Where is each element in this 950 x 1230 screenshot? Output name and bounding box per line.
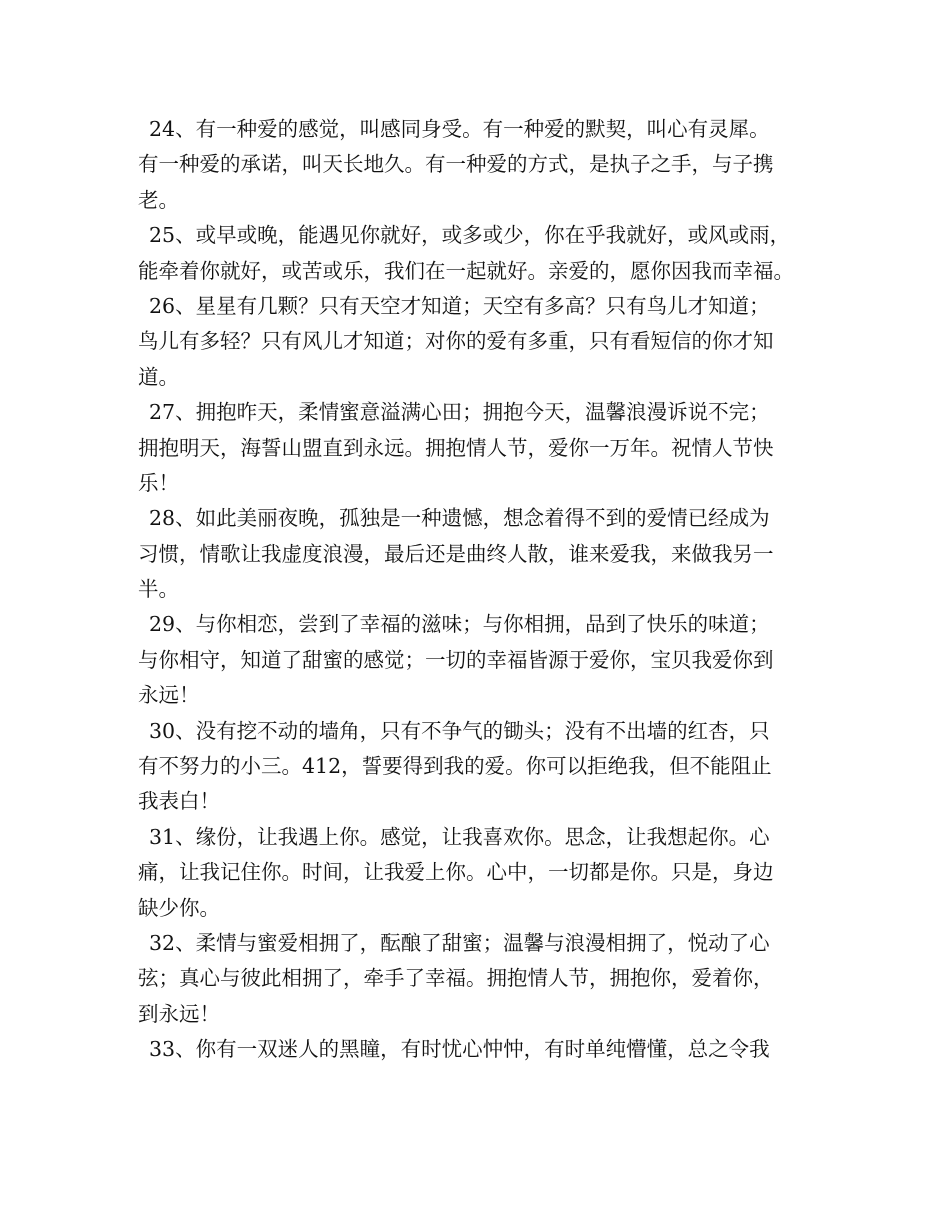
text-line: 永远！	[138, 683, 200, 708]
text-line: 27、拥抱昨天，柔情蜜意溢满心田；拥抱今天，温馨浪漫诉说不完；	[149, 400, 770, 425]
text-line: 拥抱明天，海誓山盟直到永远。拥抱情人节，爱你一万年。祝情人节快	[138, 435, 774, 460]
text-line: 26、星星有几颗？只有天空才知道；天空有多高？只有鸟儿才知道；	[149, 293, 770, 318]
text-line: 弦；真心与彼此相拥了，牵手了幸福。拥抱情人节，拥抱你，爱着你，	[138, 966, 774, 991]
text-line: 29、与你相恋，尝到了幸福的滋味；与你相拥，品到了快乐的味道；	[149, 612, 770, 637]
text-line: 与你相守，知道了甜蜜的感觉；一切的幸福皆源于爱你，宝贝我爱你到	[138, 647, 774, 672]
text-line: 28、如此美丽夜晚，孤独是一种遗憾，想念着得不到的爱情已经成为	[149, 506, 770, 531]
text-line: 乐！	[138, 470, 179, 495]
text-line: 33、你有一双迷人的黑瞳，有时忧心忡忡，有时单纯懵懂，总之令我	[149, 1037, 770, 1062]
text-line: 有不努力的小三。412，誓要得到我的爱。你可以拒绝我，但不能阻止	[138, 754, 772, 779]
text-line: 30、没有挖不动的墙角，只有不争气的锄头；没有不出墙的红杏，只	[149, 718, 770, 743]
text-line: 32、柔情与蜜爱相拥了，酝酿了甜蜜；温馨与浪漫相拥了，悦动了心	[149, 930, 770, 955]
text-line: 痛，让我记住你。时间，让我爱上你。心中，一切都是你。只是，身边	[138, 860, 774, 885]
text-line: 有一种爱的承诺，叫天长地久。有一种爱的方式，是执子之手，与子携	[138, 152, 774, 177]
text-line: 31、缘份，让我遇上你。感觉，让我喜欢你。思念，让我想起你。心	[149, 824, 770, 849]
text-line: 半。	[138, 577, 179, 602]
text-line: 老。	[138, 187, 179, 212]
document-body	[138, 112, 828, 1068]
text-line: 我表白！	[138, 789, 220, 814]
text-line: 能牵着你就好，或苦或乐，我们在一起就好。亲爱的，愿你因我而幸福。	[138, 258, 794, 283]
text-line: 鸟儿有多轻？只有风儿才知道；对你的爱有多重，只有看短信的你才知	[138, 329, 774, 354]
text-line: 缺少你。	[138, 895, 220, 920]
text-line: 到永远！	[138, 1001, 220, 1026]
text-line: 25、或早或晚，能遇见你就好，或多或少，你在乎我就好，或风或雨，	[149, 223, 791, 248]
text-line: 24、有一种爱的感觉，叫感同身受。有一种爱的默契，叫心有灵犀。	[149, 117, 770, 141]
text-line: 道。	[138, 364, 179, 389]
text-line: 习惯，情歌让我虚度浪漫，最后还是曲终人散，谁来爱我，来做我另一	[138, 541, 774, 566]
